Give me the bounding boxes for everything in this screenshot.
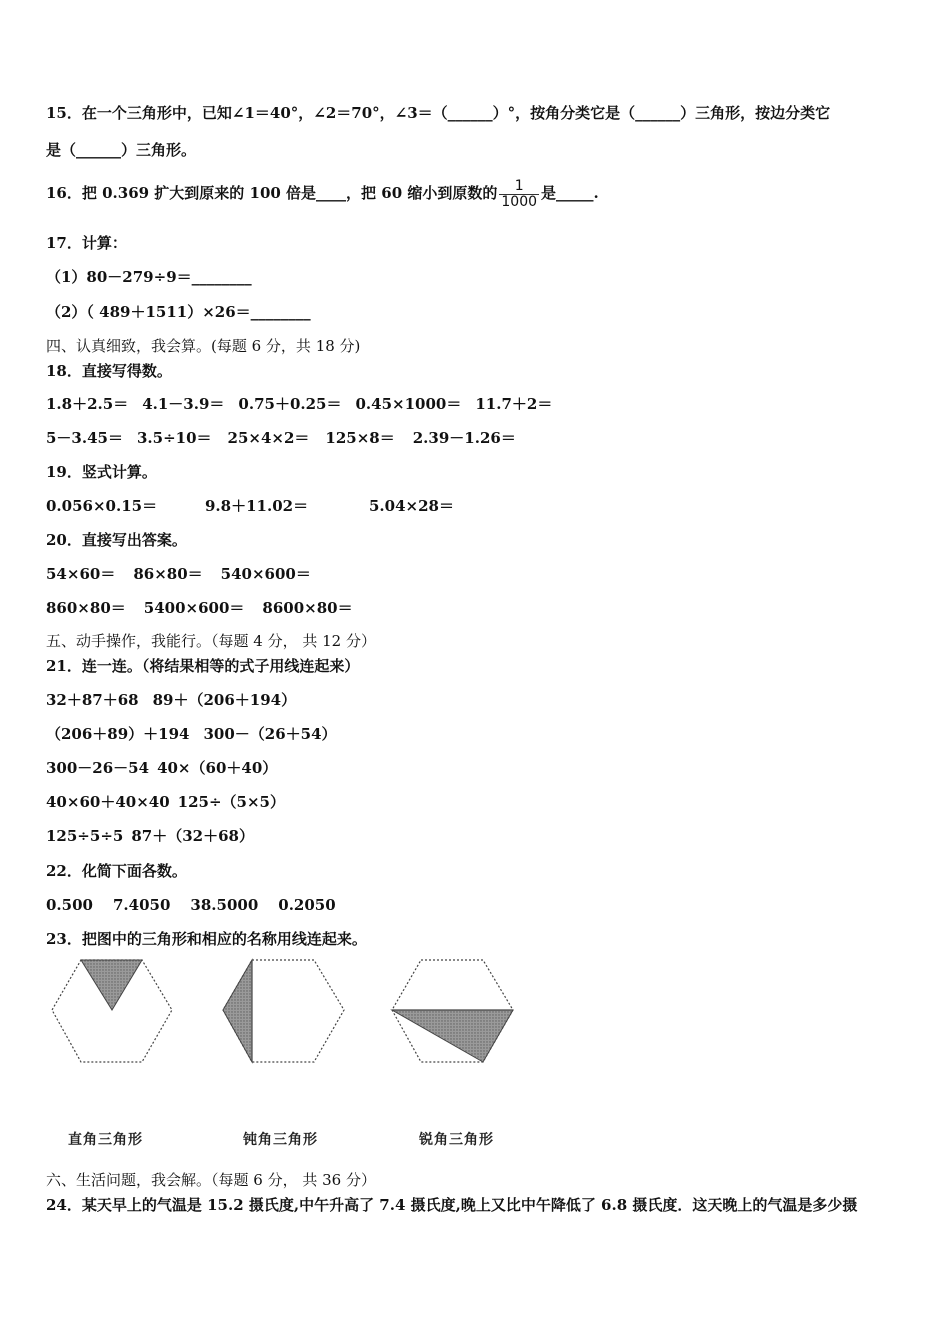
section-5-heading: 五、动手操作，我能行。（每题 4 分， 共 12 分） — [46, 632, 376, 650]
q22-item-1: 0.500 — [46, 896, 93, 914]
label-acute-triangle: 锐角三角形 — [419, 1132, 494, 1148]
q18-r1-c5: 11.7＋2＝ — [475, 395, 553, 413]
hexagon-2-triangle — [223, 960, 252, 1062]
q21-r4-right: 125÷（5×5） — [177, 793, 285, 811]
hexagon-1-triangle — [81, 960, 142, 1010]
label-obtuse-triangle: 钝角三角形 — [243, 1132, 318, 1148]
q20-r1-c1: 54×60＝ — [46, 565, 116, 583]
q20-r2-c2: 5400×600＝ — [143, 599, 245, 617]
q18-r2-c2: 3.5÷10＝ — [136, 429, 212, 447]
q19-item-3: 5.04×28＝ — [369, 497, 454, 515]
q18-r1-c3: 0.75＋0.25＝ — [238, 395, 342, 413]
q21-r2-left: （206＋89）＋194 — [46, 725, 190, 743]
q21-r3-left: 300－26－54 — [46, 759, 150, 777]
q21-r2-right: 300－（26＋54） — [203, 725, 337, 743]
hexagon-3-triangle — [392, 1010, 513, 1062]
q19-item-2: 9.8＋11.02＝ — [205, 497, 309, 515]
q24-text: 24．某天早上的气温是 15.2 摄氏度,中午升高了 7.4 摄氏度,晚上又比中午降低了 6.8 摄氏度．这天晚上的气温是多少摄 — [46, 1196, 858, 1214]
q22-item-4: 0.2050 — [278, 896, 336, 914]
q18-r1-c1: 1.8＋2.5＝ — [46, 395, 129, 413]
q16-frac-den: 1000 — [501, 193, 538, 210]
q16-before: 16．把 0.369 扩大到原来的 100 倍是____，把 60 缩小到原数的 — [46, 184, 498, 202]
q17-item-2: （2）（ 489＋1511）×26＝________ — [46, 303, 311, 321]
label-right-triangle: 直角三角形 — [68, 1132, 143, 1148]
q21-r1-right: 89＋（206＋194） — [152, 691, 297, 709]
q15-line2: 是（______）三角形。 — [46, 141, 197, 159]
q21-r3-right: 40×（60＋40） — [157, 759, 278, 777]
q20-r2-c1: 860×80＝ — [46, 599, 126, 617]
section-6-heading: 六、生活问题，我会解。（每题 6 分， 共 36 分） — [46, 1171, 376, 1189]
q20-r1-c2: 86×80＝ — [133, 565, 203, 583]
q18-title: 18．直接写得数。 — [46, 362, 172, 380]
q19-title: 19．竖式计算。 — [46, 463, 157, 481]
q21-r4-left: 40×60＋40×40 — [46, 793, 170, 811]
q21-r1-left: 32＋87＋68 — [46, 691, 139, 709]
q15-line1: 15．在一个三角形中，已知∠1＝40°，∠2＝70°，∠3＝（______）°，按角分类它是（______）三角形，按边分类它 — [46, 104, 831, 122]
q22-item-3: 38.5000 — [190, 896, 259, 914]
q20-r1-c3: 540×600＝ — [220, 565, 311, 583]
section-4-heading: 四、认真细致，我会算。(每题 6 分，共 18 分) — [46, 337, 361, 355]
q22-title: 22．化简下面各数。 — [46, 862, 187, 880]
q17-item-1: （1）80－279÷9＝________ — [46, 268, 252, 286]
q18-r1-c2: 4.1－3.9＝ — [142, 395, 225, 413]
q21-r5-right: 87＋（32＋68） — [131, 827, 254, 845]
q22-item-2: 7.4050 — [112, 896, 171, 914]
q20-r2-c3: 8600×80＝ — [262, 599, 353, 617]
q18-r2-c5: 2.39－1.26＝ — [412, 429, 516, 447]
hexagon-figure-1 — [52, 960, 172, 1062]
q16-frac-num: 1 — [514, 177, 524, 194]
q19-item-1: 0.056×0.15＝ — [46, 497, 158, 515]
q20-title: 20．直接写出答案。 — [46, 531, 187, 549]
q17-title: 17．计算： — [46, 234, 127, 252]
q21-r5-left: 125÷5÷5 — [46, 827, 124, 845]
hexagon-figure-2 — [223, 960, 344, 1062]
q18-r2-c3: 25×4×2＝ — [227, 429, 310, 447]
q18-r2-c1: 5－3.45＝ — [46, 429, 123, 447]
q18-r2-c4: 125×8＝ — [325, 429, 395, 447]
hexagon-figure-3 — [392, 960, 513, 1062]
q16-after: 是_____. — [541, 184, 599, 202]
q18-r1-c4: 0.45×1000＝ — [355, 395, 462, 413]
q21-title: 21．连一连。（将结果相等的式子用线连起来） — [46, 657, 360, 675]
q23-title: 23．把图中的三角形和相应的名称用线连起来。 — [46, 930, 367, 948]
